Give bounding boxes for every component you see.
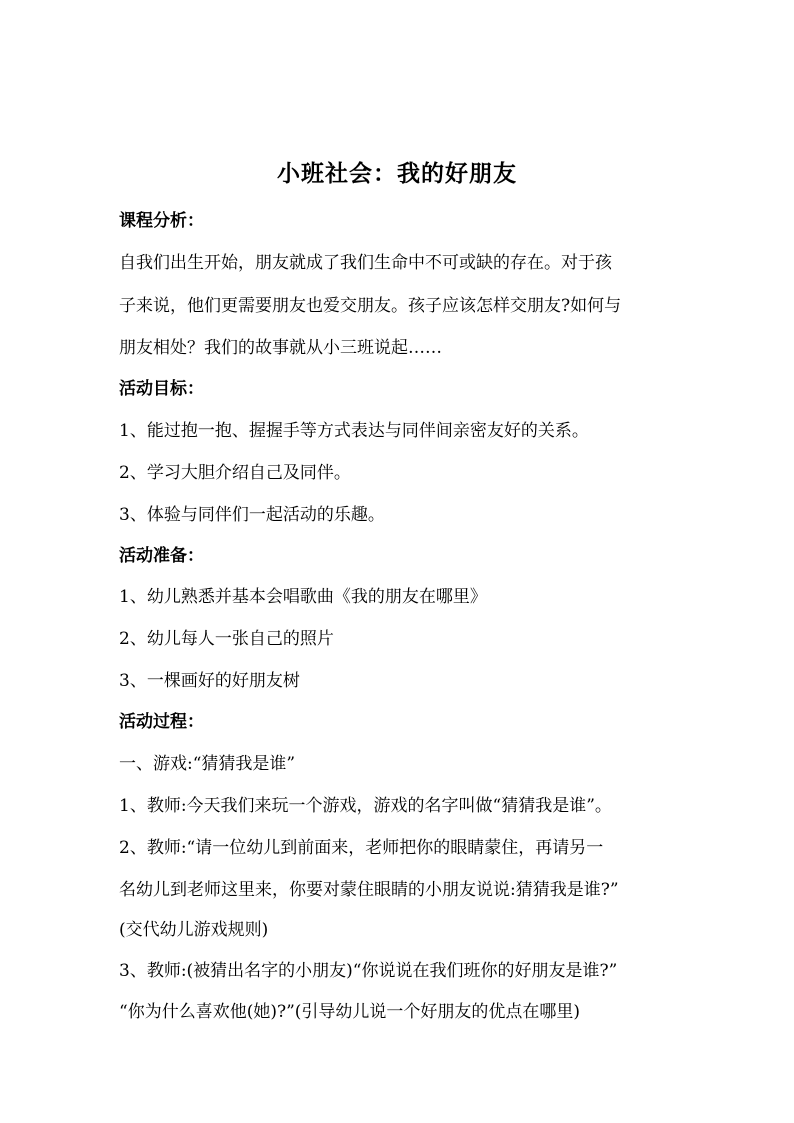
goal-item: 3、体验与同伴们一起活动的乐趣。 [119,505,385,525]
prep-item: 1、幼儿熟悉并基本会唱歌曲《我的朋友在哪里》 [119,587,487,607]
page-title: 小班社会：我的好朋友 [277,160,517,187]
analysis-line: 朋友相处？我们的故事就从小三班说起…… [119,338,442,358]
process-line: (交代幼儿游戏规则) [119,920,269,940]
process-line: 1、教师:今天我们来玩一个游戏，游戏的名字叫做“猜猜我是谁”。 [119,796,612,816]
process-line: 一、游戏:“猜猜我是谁” [119,754,296,774]
goals-heading: 活动目标： [119,379,204,399]
process-heading: 活动过程： [119,712,204,732]
prep-item: 3、一棵画好的好朋友树 [119,671,300,691]
prep-item: 2、幼儿每人一张自己的照片 [119,629,334,649]
goal-item: 2、学习大胆介绍自己及同伴。 [119,463,351,483]
process-line: “你为什么喜欢他(她)?”(引导幼儿说一个好朋友的优点在哪里) [119,1002,581,1022]
analysis-line: 自我们出生开始，朋友就成了我们生命中不可或缺的存在。对于孩 [119,253,612,273]
process-line: 2、教师:“请一位幼儿到前面来，老师把你的眼睛蒙住，再请另一 [119,838,604,858]
analysis-line: 子来说，他们更需要朋友也爱交朋友。孩子应该怎样交朋友?如何与 [119,296,622,316]
prep-heading: 活动准备： [119,546,204,566]
analysis-heading: 课程分析： [119,211,204,231]
goal-item: 1、能过抱一抱、握握手等方式表达与同伴间亲密友好的关系。 [119,421,589,441]
process-line: 名幼儿到老师这里来，你要对蒙住眼睛的小朋友说说:猜猜我是谁?” [119,880,619,900]
process-line: 3、教师:(被猜出名字的小朋友)“你说说在我们班你的好朋友是谁?” [119,961,618,981]
